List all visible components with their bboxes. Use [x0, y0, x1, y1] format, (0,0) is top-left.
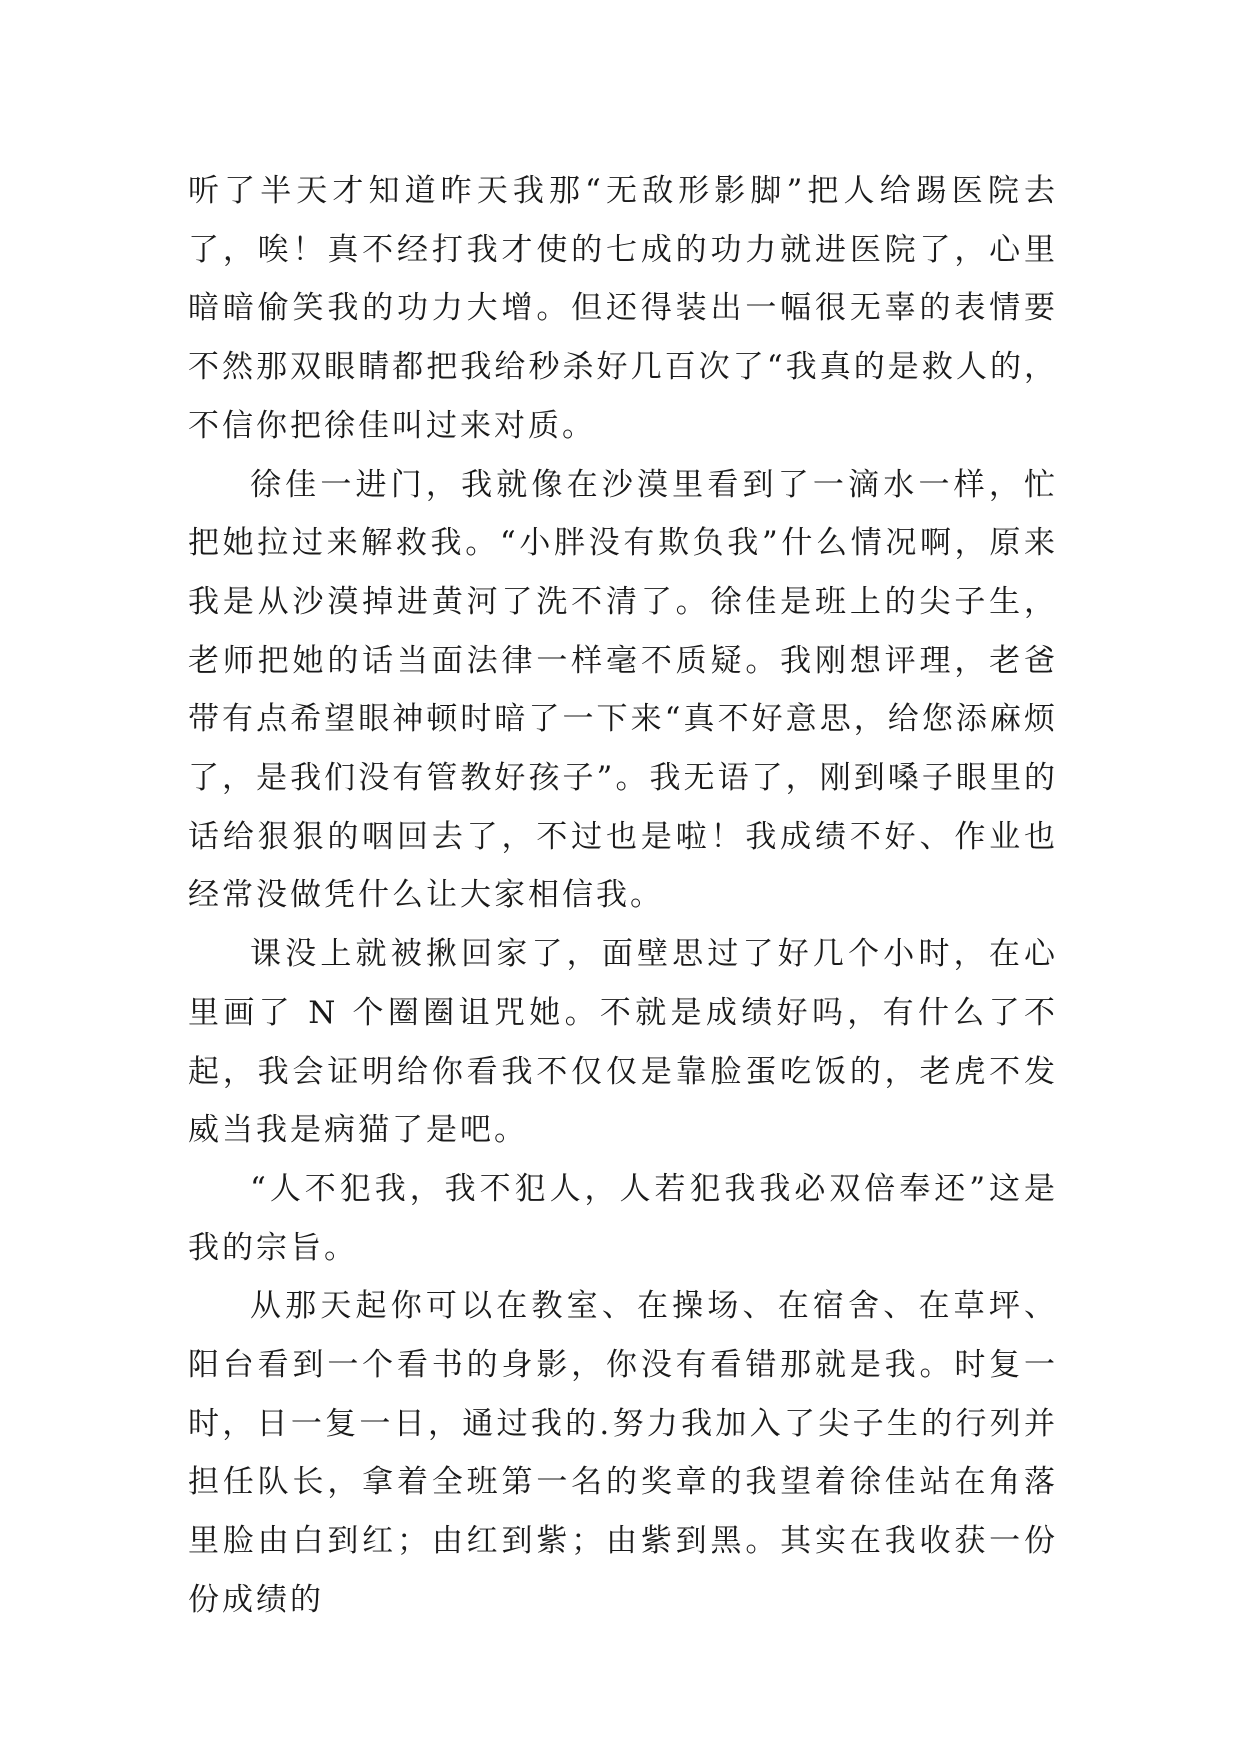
paragraph-2: 徐佳一进门，我就像在沙漠里看到了一滴水一样，忙把她拉过来解救我。“小胖没有欺负我”什么情况啊，原来我是从沙漠掉进黄河了洗不清了。徐佳是班上的尖子生，老师把她的话当面法律一样毫不质疑。我刚想评理，老爸带有点希望眼神顿时暗了一下来“真不好意思，给您添麻烦了，是我们没有管教好孩子”。我无语了，刚到嗓子眼里的话给狠狠的咽回去了，不过也是啦！我成绩不好、作业也经常没做凭什么让大家相信我。 [188, 466, 1058, 914]
paragraph-1: 听了半天才知道昨天我那“无敌形影脚”把人给踢医院去了，唉！真不经打我才使的七成的功力就进医院了，心里暗暗偷笑我的功力大增。但还得装出一幅很无辜的表情要不然那双眼睛都把我给秒杀好几百次了“我真的是救人的，不信你把徐佳叫过来对质。 [188, 173, 1058, 444]
paragraph-5: 从那天起你可以在教室、在操场、在宿舍、在草坪、阳台看到一个看书的身影，你没有看错那就是我。时复一时，日一复一日，通过我的.努力我加入了尖子生的行列并担任队长，拿着全班第一名的奖章的我望着徐佳站在角落里脸由白到红；由红到紫；由紫到黑。其实在我收获一份份成绩的 [188, 1288, 1058, 1618]
paragraph-3: 课没上就被揪回家了，面壁思过了好几个小时，在心里画了 N 个圈圈诅咒她。不就是成绩好吗，有什么了不起，我会证明给你看我不仅仅是靠脸蛋吃饭的，老虎不发威当我是病猫了是吧。 [188, 936, 1058, 1149]
paragraph-4: “人不犯我，我不犯人，人若犯我我必双倍奉还”这是我的宗旨。 [188, 1170, 1058, 1266]
document-body [188, 162, 1058, 1630]
